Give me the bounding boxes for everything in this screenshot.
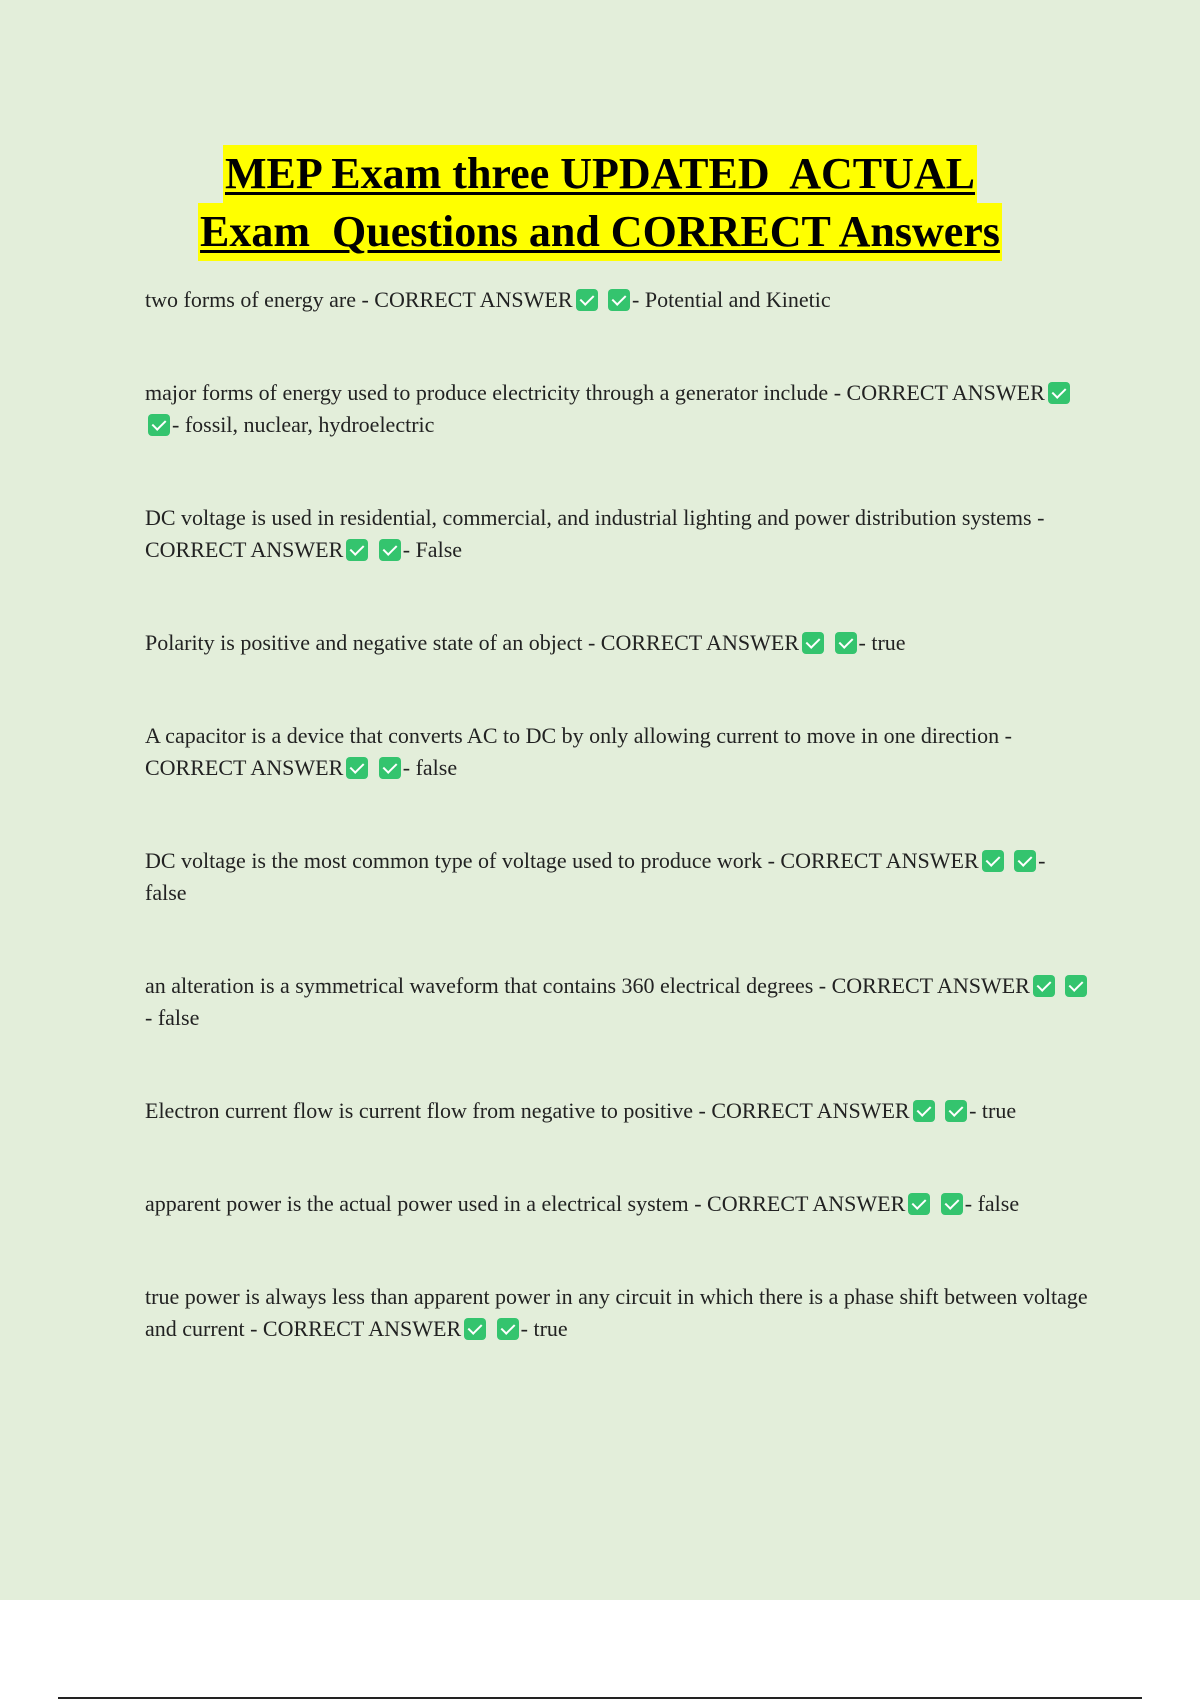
check-box-icon — [1014, 850, 1036, 872]
footer-divider — [58, 1697, 1142, 1699]
check-box-icon — [608, 289, 630, 311]
correct-answer-marker: - CORRECT ANSWER — [698, 1098, 910, 1123]
correct-answer-marker: - CORRECT ANSWER — [694, 1191, 906, 1216]
answer-text: - Potential and Kinetic — [632, 287, 831, 312]
question-text: A capacitor is a device that converts AC to DC by only allowing current to move in one direction — [145, 723, 1000, 748]
check-box-icon — [908, 1193, 930, 1215]
correct-answer-marker: - CORRECT ANSWER — [145, 723, 1012, 780]
answer-text: - False — [402, 537, 463, 562]
check-box-icon — [913, 1100, 935, 1122]
qa-item — [145, 502, 1090, 566]
question-text: Polarity is positive and negative state of an object — [145, 630, 583, 655]
check-box-icon — [945, 1100, 967, 1122]
qa-item — [145, 284, 1090, 316]
question-text: major forms of energy used to produce electricity through a generator include — [145, 380, 829, 405]
check-box-icon — [379, 539, 401, 561]
correct-answer-marker: - CORRECT ANSWER — [818, 973, 1030, 998]
question-text: two forms of energy are — [145, 287, 356, 312]
question-text: true power is always less than apparent power in any circuit in which there is a phase shift between voltage and current — [145, 1284, 1088, 1341]
qa-item — [145, 627, 1090, 659]
qa-item — [145, 1188, 1090, 1220]
check-box-icon — [464, 1318, 486, 1340]
correct-answer-marker: - CORRECT ANSWER — [767, 848, 979, 873]
correct-answer-marker: - CORRECT ANSWER — [361, 287, 573, 312]
qa-list — [145, 284, 1090, 1345]
check-box-icon — [835, 632, 857, 654]
check-box-icon — [497, 1318, 519, 1340]
qa-item — [145, 377, 1090, 441]
page-title — [0, 145, 1200, 261]
question-text: Electron current flow is current flow from negative to positive — [145, 1098, 693, 1123]
check-box-icon — [1033, 975, 1055, 997]
correct-answer-marker: - CORRECT ANSWER — [833, 380, 1045, 405]
qa-item — [145, 1281, 1090, 1345]
question-text: DC voltage is the most common type of voltage used to produce work — [145, 848, 763, 873]
correct-answer-marker: - CORRECT ANSWER — [587, 630, 800, 655]
qa-item — [145, 845, 1090, 909]
correct-answer-marker: - CORRECT ANSWER — [250, 1316, 462, 1341]
correct-answer-marker: - CORRECT ANSWER — [145, 505, 1045, 562]
answer-text: - false — [145, 1005, 200, 1030]
answer-text: - false — [145, 848, 1046, 905]
check-box-icon — [941, 1193, 963, 1215]
question-text: apparent power is the actual power used in a electrical system — [145, 1191, 689, 1216]
check-box-icon — [1048, 382, 1070, 404]
check-box-icon — [379, 757, 401, 779]
qa-item — [145, 970, 1090, 1034]
answer-text: - fossil, nuclear, hydroelectric — [172, 412, 435, 437]
check-box-icon — [346, 757, 368, 779]
check-box-icon — [148, 414, 170, 436]
question-text: an alteration is a symmetrical waveform that contains 360 electrical degrees — [145, 973, 814, 998]
title-line-1: MEP Exam three UPDATED ACTUAL — [223, 145, 977, 203]
qa-item — [145, 1095, 1090, 1127]
answer-text: - true — [858, 630, 906, 655]
answer-text: - true — [520, 1316, 568, 1341]
question-text: DC voltage is used in residential, commercial, and industrial lighting and power distribution systems — [145, 505, 1032, 530]
title-line-2: Exam Questions and CORRECT Answers — [198, 203, 1002, 261]
answer-text: - true — [969, 1098, 1017, 1123]
check-box-icon — [576, 289, 598, 311]
check-box-icon — [346, 539, 368, 561]
check-box-icon — [982, 850, 1004, 872]
qa-item — [145, 720, 1090, 784]
check-box-icon — [1065, 975, 1087, 997]
answer-text: - false — [402, 755, 458, 780]
check-box-icon — [802, 632, 824, 654]
answer-text: - false — [964, 1191, 1020, 1216]
